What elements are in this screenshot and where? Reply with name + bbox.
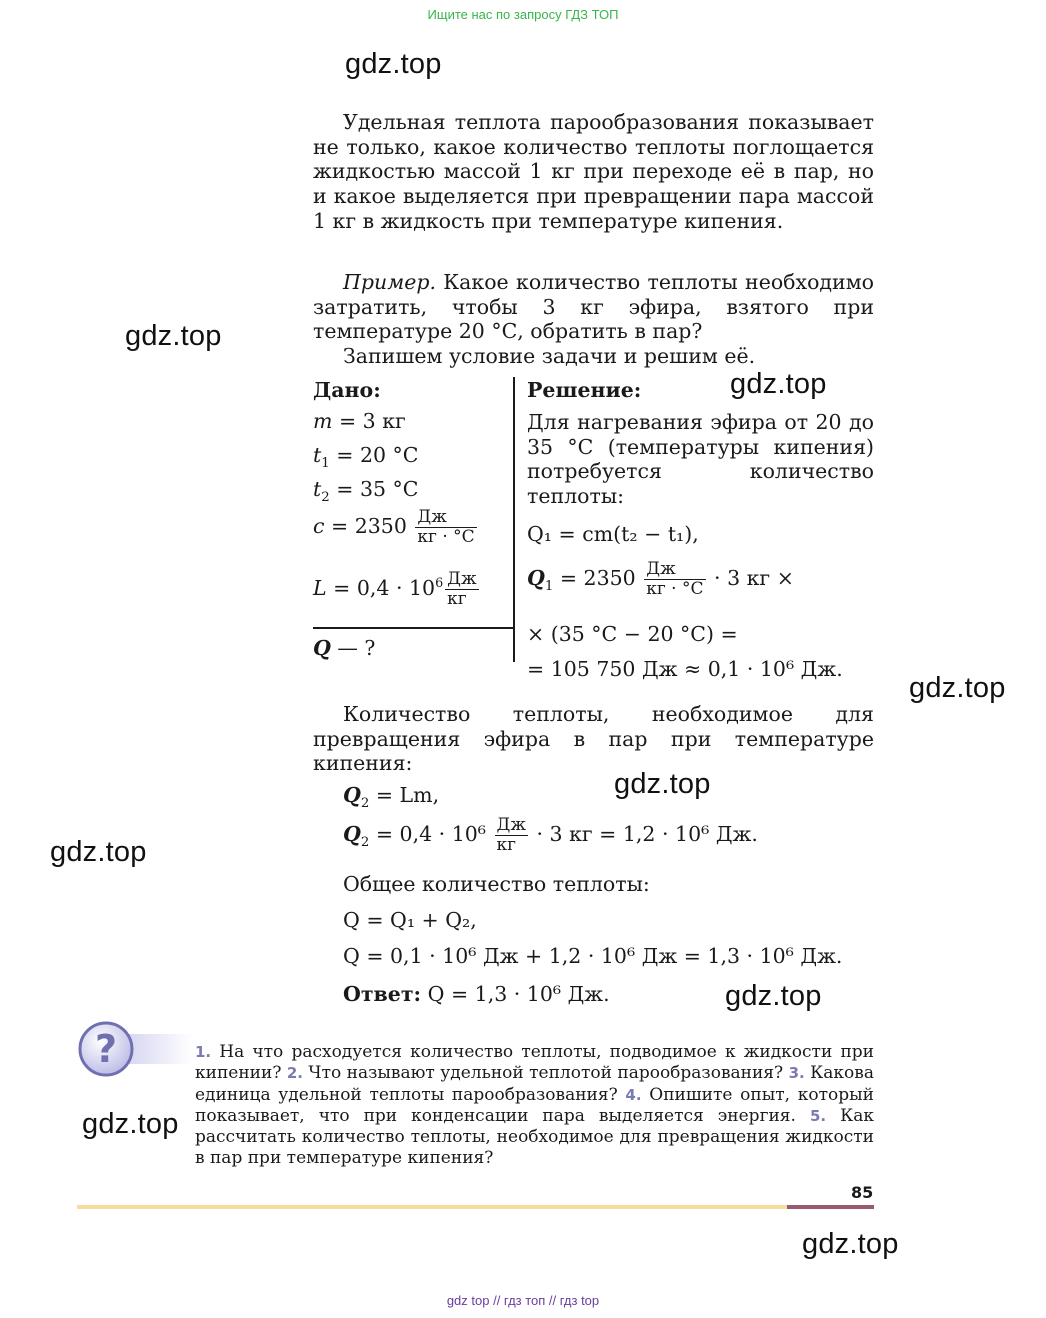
watermark: gdz.top <box>909 672 1006 704</box>
footer-bar-light <box>77 1205 787 1209</box>
formula-q1-value: $Q_1 = 2350$ $\frac{Дж}{кг \cdot ^\circ С}$ · 3 кг × <box>527 559 794 599</box>
solution-text: Для нагревания эфира от 20 до 35 °С (температуры кипения) потребуется количество теплоты: <box>527 410 874 509</box>
formula-q1: Q₁ = cm(t₂ − t₁), <box>527 522 699 546</box>
formula-q2: $Q_2 = Lm$, <box>343 783 440 812</box>
formula-total-value: Q = 0,1 · 10⁶ Дж + 1,2 · 10⁶ Дж = 1,3 · 10⁶ Дж. <box>343 944 843 968</box>
solution-title: Решение: <box>527 378 642 402</box>
example-text: Какое количество теплоты необходимо затратить, чтобы 3 кг эфира, взятого при температуре 20 °С, обратить в пар? <box>313 270 874 344</box>
answer <box>343 982 610 1007</box>
given-t2: $t_2 = 35$ °С <box>313 477 419 506</box>
q2-paragraph: Количество теплоты, необходимое для превращения эфира в пар при температуре кипения: <box>313 702 874 776</box>
fraction: $\frac{Дж}{кг}$ <box>447 569 477 609</box>
fraction: $\frac{Дж}{кг}$ <box>496 815 526 855</box>
formula-q2-value: $Q_2 = 0,4 \cdot 10^6$ $\frac{Дж}{кг}$ · 3 кг = 1,2 · 10⁶ Дж. <box>343 815 758 855</box>
watermark: gdz.top <box>50 836 147 868</box>
fraction: $\frac{Дж}{кг \cdot ^\circ С}$ <box>646 559 704 599</box>
fraction: $\frac{Дж}{кг \cdot ^\circ С}$ <box>417 507 475 547</box>
questions-text: 1. На что расходуется количество теплоты, подводимое к жидкости при кипении? 2. Что называют удельной теплотой парообразования? 3. Какова единица удельной теплоты парообразования? 4. Опишите опыт, который показывает, что при конденсации пара выделяется энергия. 5. Как рассчитать количество теплоты, необходимое для превращения жидкости в пар при температуре кипения? <box>195 1042 875 1169</box>
watermark: gdz.top <box>730 368 827 400</box>
formula-q1-cont: × (35 °С − 20 °С) = <box>527 622 738 646</box>
questions-icon-block <box>78 1020 193 1080</box>
given-find: Q — ? <box>313 636 376 660</box>
given-divider <box>313 627 513 629</box>
given-t1: $t_1 = 20$ °С <box>313 443 419 472</box>
top-banner: Ищите нас по запросу ГДЗ ТОП <box>427 7 619 22</box>
given-m: m = 3 кг <box>313 409 406 433</box>
watermark: gdz.top <box>82 1108 179 1140</box>
intro-paragraph: Удельная теплота парообразования показывает не только, какое количество теплоты поглощается жидкостью массой 1 кг при переходе её в пар, но и какое выделяется при превращении пара массой 1 кг в жидкость при температуре кипения. <box>313 110 874 233</box>
given-c: c = 2350 $\frac{Дж}{кг \cdot ^\circ С}$ <box>313 507 475 547</box>
watermark: gdz.top <box>345 48 442 80</box>
question-mark-icon <box>78 1020 193 1080</box>
example-paragraph <box>313 270 874 344</box>
given-L: $L = 0,4 \cdot 10^6$ $\frac{Дж}{кг}$ <box>313 569 477 609</box>
formula-q1-result: = 105 750 Дж ≈ 0,1 · 10⁶ Дж. <box>527 657 843 681</box>
footer-bar-dark <box>787 1205 874 1209</box>
page-number: 85 <box>851 1183 874 1202</box>
total-heading: Общее количество теплоты: <box>343 872 650 896</box>
given-solution-divider <box>513 377 515 662</box>
bottom-links[interactable]: gdz top // гдз топ // гдз top <box>446 1293 600 1308</box>
watermark: gdz.top <box>614 768 711 800</box>
formula-total: Q = Q₁ + Q₂, <box>343 908 477 932</box>
watermark: gdz.top <box>802 1228 899 1260</box>
watermark: gdz.top <box>725 980 822 1012</box>
example-label: Пример. <box>343 270 436 294</box>
given-title: Дано: <box>313 378 381 402</box>
svg-text:?: ? <box>94 1027 118 1071</box>
setup-paragraph: Запишем условие задачи и решим её. <box>343 344 756 368</box>
answer-value: Q = 1,3 · 10⁶ Дж. <box>421 982 610 1006</box>
answer-label: Ответ: <box>343 982 422 1006</box>
watermark: gdz.top <box>125 320 222 352</box>
